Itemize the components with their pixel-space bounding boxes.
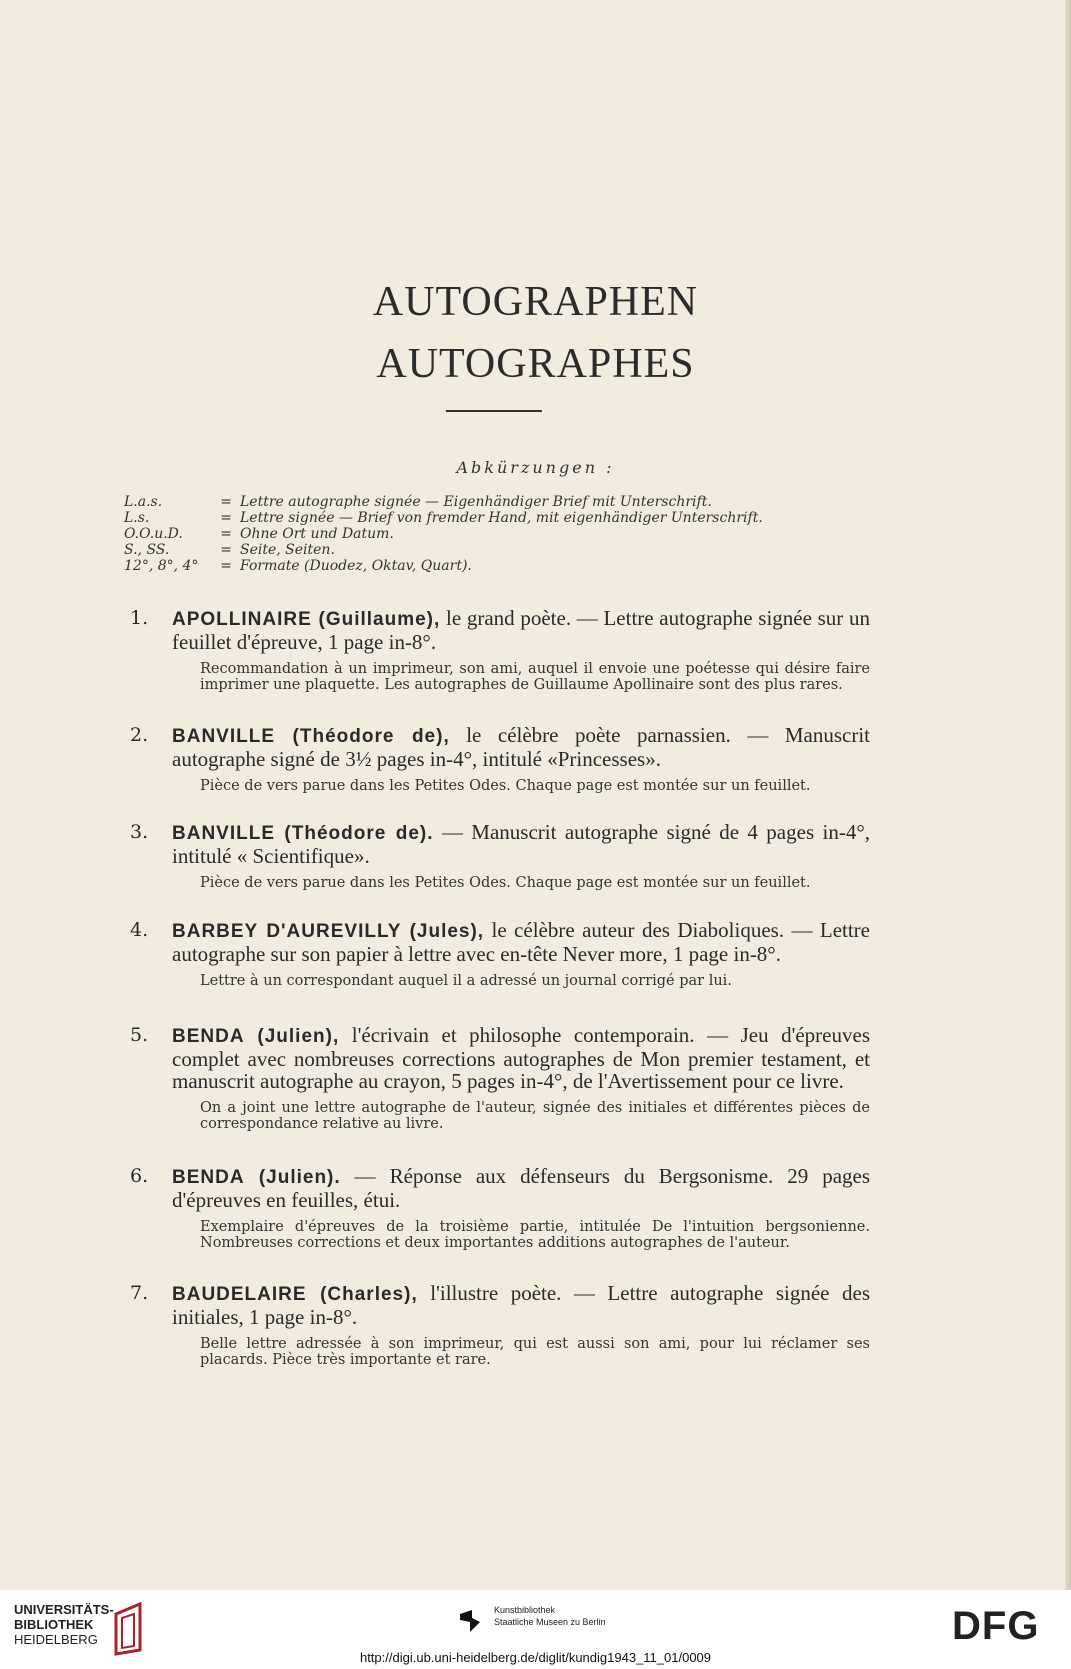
catalog-entry-2	[130, 724, 870, 794]
entry-note: Lettre à un correspondant auquel il a adressé un journal corrigé par lui.	[200, 973, 732, 989]
catalog-entry-3	[130, 821, 870, 891]
entry-number: 2.	[130, 724, 149, 746]
library-name-line1: UNIVERSITÄTS-	[14, 1602, 114, 1617]
title-german: AUTOGRAPHEN	[372, 279, 699, 325]
title-rule	[446, 410, 542, 412]
abbreviation-key: L.a.s.	[124, 494, 163, 510]
abbreviation-value: Seite, Seiten.	[240, 542, 335, 558]
entry-note: Exemplaire d'épreuves de la troisième partie, intitulée De l'intuition bergsonienne. Nombreuses corrections et deux importantes additions autographes de l'auteur.	[200, 1219, 870, 1251]
library-emblem-icon	[110, 1600, 150, 1656]
entry-number: 6.	[130, 1165, 149, 1187]
entry-description	[172, 1282, 870, 1328]
abbreviation-value: Lettre autographe signée — Eigenhändiger Brief mit Unterschrift.	[240, 494, 712, 510]
abbreviation-equals: =	[220, 558, 232, 574]
entry-text: le célèbre poète parnassien. — Manuscrit autographe signé de 3½ pages in-4°, intitulé «Princesses».	[172, 723, 870, 771]
entry-author: BENDA (Julien).	[172, 1167, 341, 1188]
abbreviation-row	[124, 526, 964, 542]
abbreviation-equals: =	[220, 526, 232, 542]
abbreviation-row	[124, 542, 964, 558]
kunstbibliothek-logo[interactable]	[494, 1604, 606, 1628]
university-library-logo[interactable]	[14, 1602, 114, 1647]
abbreviation-equals: =	[220, 494, 232, 510]
entry-author: BARBEY D'AUREVILLY (Jules),	[172, 921, 485, 942]
entry-number: 4.	[130, 919, 149, 941]
abbreviation-equals: =	[220, 542, 232, 558]
abbreviation-row	[124, 558, 964, 574]
catalog-entry-4	[130, 919, 870, 989]
abbreviations-heading: Abkürzungen :	[456, 458, 615, 477]
entry-number: 7.	[130, 1282, 149, 1304]
entry-description	[172, 724, 870, 770]
abbreviation-key: S., SS.	[124, 542, 170, 558]
entry-author: BANVILLE (Théodore de).	[172, 823, 434, 844]
catalog-entry-6	[130, 1165, 870, 1251]
kb-line2: Staatliche Museen zu Berlin	[494, 1617, 606, 1627]
dfg-logo[interactable]: DFG	[952, 1604, 1040, 1648]
title-french: AUTOGRAPHES	[376, 341, 695, 387]
entry-note: Pièce de vers parue dans les Petites Odes. Chaque page est montée sur un feuillet.	[200, 778, 811, 794]
entry-description	[172, 607, 870, 653]
library-name-line2: BIBLIOTHEK	[14, 1617, 94, 1632]
library-name-line3: HEIDELBERG	[14, 1632, 98, 1647]
abbreviation-value: Ohne Ort und Datum.	[240, 526, 394, 542]
entry-author: BAUDELAIRE (Charles),	[172, 1284, 418, 1305]
entry-text: — Réponse aux défenseurs du Bergsonisme. 29 pages d'épreuves en feuilles, étui.	[172, 1164, 871, 1212]
permalink-url[interactable]: http://digi.ub.uni-heidelberg.de/diglit/kundig1943_11_01/0009	[359, 1650, 712, 1665]
entry-number: 1.	[130, 607, 149, 629]
entry-author: APOLLINAIRE (Guillaume),	[172, 609, 441, 630]
catalog-entry-1	[130, 607, 870, 693]
entry-text: l'illustre poète. — Lettre autographe signée des initiales, 1 page in-8°.	[172, 1281, 871, 1329]
catalog-entry-7	[130, 1282, 870, 1368]
entry-author: BANVILLE (Théodore de),	[172, 726, 450, 747]
abbreviation-row	[124, 494, 964, 510]
abbreviation-key: 12°, 8°, 4°	[124, 558, 199, 574]
entry-text: l'écrivain et philosophe contemporain. — Jeu d'épreuves complet avec nombreuses corrections autographes de Mon premier testament, et manuscrit autographe au crayon, 5 pages in-4°, de l'Avertissement pour ce livre.	[172, 1023, 870, 1093]
digitization-footer	[0, 1590, 1071, 1669]
abbreviation-row	[124, 510, 964, 526]
entry-description	[172, 1024, 870, 1092]
abbreviations-list	[124, 494, 964, 574]
kunstbibliothek-emblem-icon	[458, 1608, 482, 1634]
abbreviation-equals: =	[220, 510, 232, 526]
kb-line1: Kunstbibliothek	[494, 1605, 556, 1615]
entry-description	[172, 919, 870, 965]
entry-note: Recommandation à un imprimeur, son ami, auquel il envoie une poétesse qui désire faire imprimer une plaquette. Les autographes de Guillaume Apollinaire sont des plus rares.	[200, 661, 870, 693]
catalog-entry-5	[130, 1024, 870, 1132]
abbreviation-key: L.s.	[124, 510, 150, 526]
abbreviation-value: Formate (Duodez, Oktav, Quart).	[240, 558, 472, 574]
abbreviation-value: Lettre signée — Brief von fremder Hand, mit eigenhändiger Unterschrift.	[240, 510, 763, 526]
entry-text: le grand poète. — Lettre autographe signée sur un feuillet d'épreuve, 1 page in-8°.	[172, 606, 870, 654]
entry-text: — Manuscrit autographe signé de 4 pages in-4°, intitulé « Scientifique».	[172, 820, 870, 868]
entry-number: 5.	[130, 1024, 149, 1046]
entry-text: le célèbre auteur des Diaboliques. — Lettre autographe sur son papier à lettre avec en-tête Never more, 1 page in-8°.	[172, 918, 870, 966]
entry-note: Belle lettre adressée à son imprimeur, qui est aussi son ami, pour lui réclamer ses placards. Pièce très importante et rare.	[200, 1336, 870, 1368]
page-edge	[1065, 0, 1071, 1590]
entry-number: 3.	[130, 821, 149, 843]
entry-description	[172, 1165, 870, 1211]
entry-note: Pièce de vers parue dans les Petites Odes. Chaque page est montée sur un feuillet.	[200, 875, 811, 891]
entry-author: BENDA (Julien),	[172, 1026, 340, 1047]
entry-note: On a joint une lettre autographe de l'auteur, signée des initiales et différentes pièces de correspondance relative au livre.	[200, 1100, 870, 1132]
entry-description	[172, 821, 870, 867]
abbreviation-key: O.O.u.D.	[124, 526, 183, 542]
